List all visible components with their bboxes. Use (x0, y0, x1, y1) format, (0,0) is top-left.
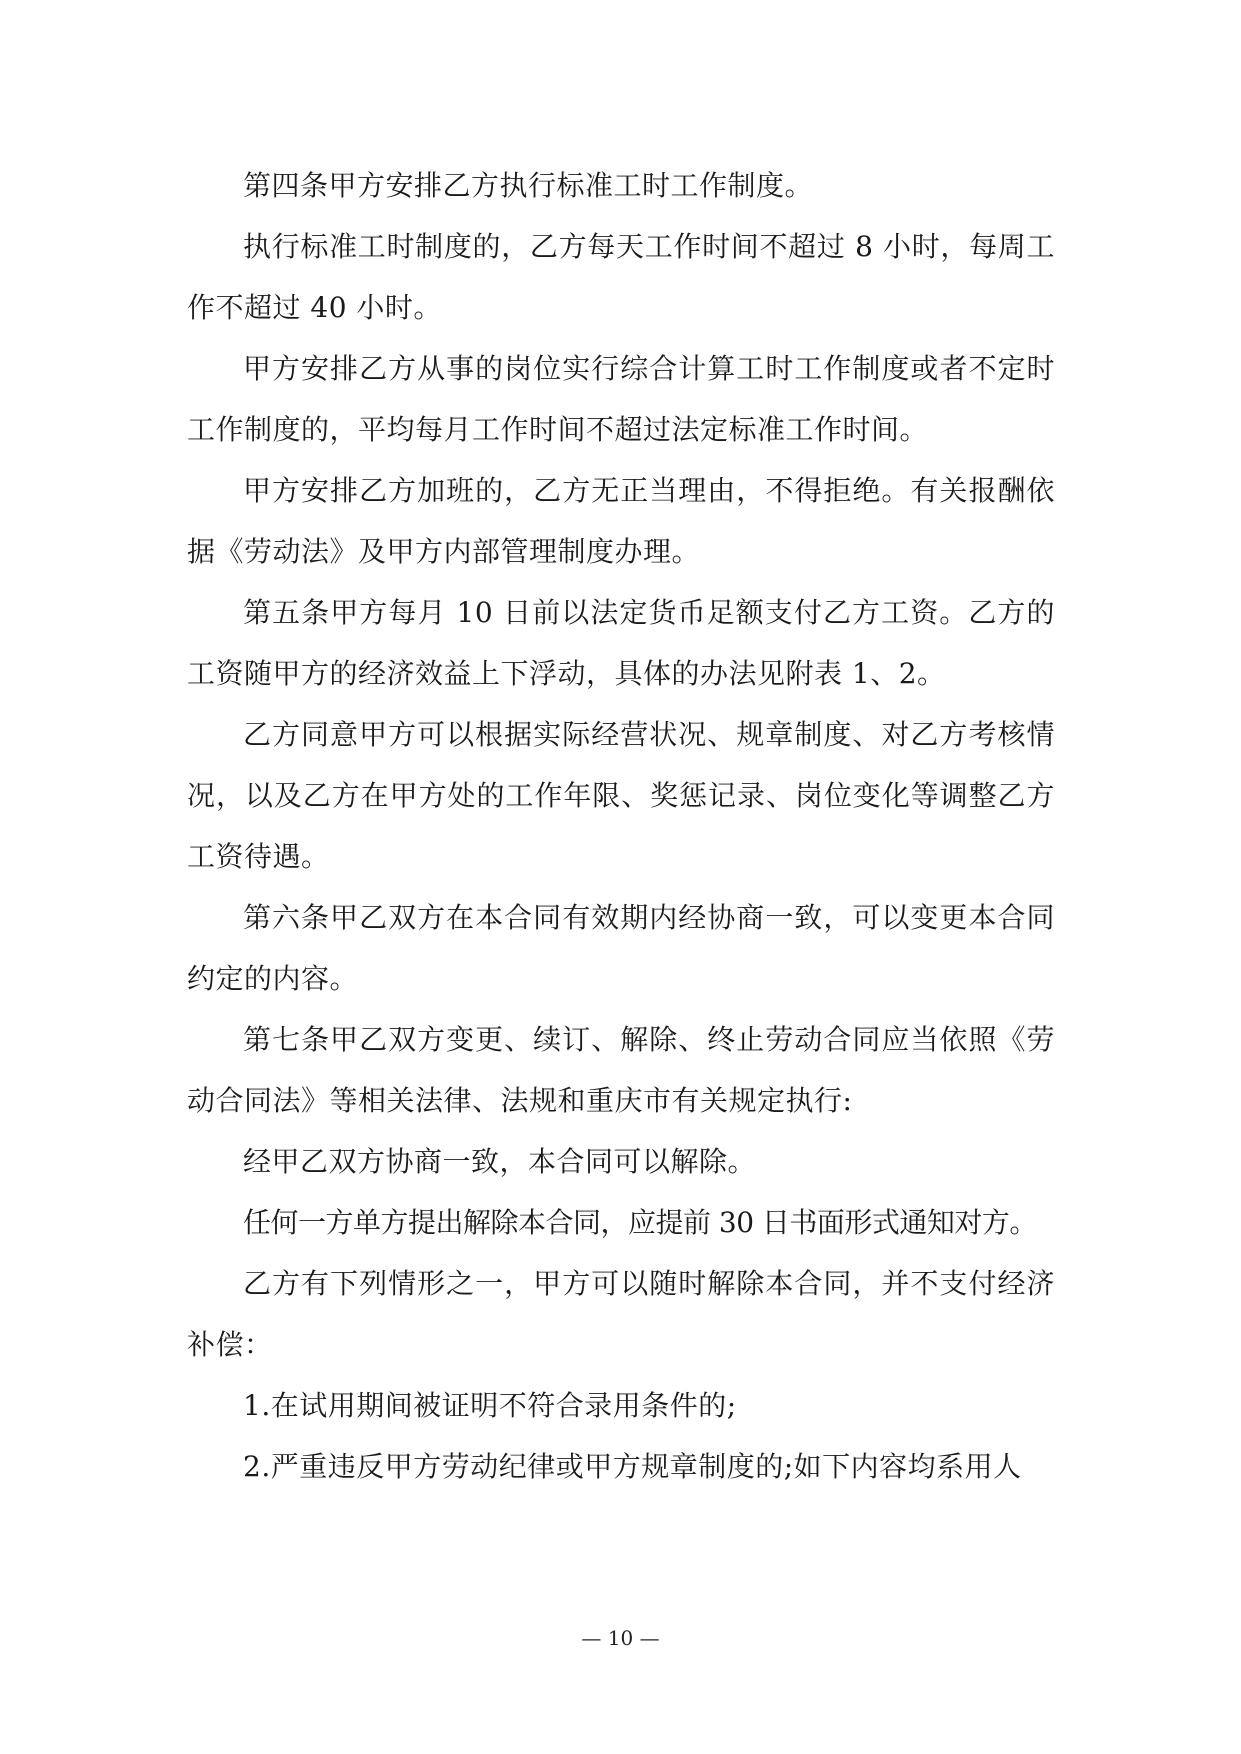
paragraph-article-6: 第六条甲乙双方在本合同有效期内经协商一致，可以变更本合同约定的内容。 (187, 901, 1055, 995)
paragraph-dismissal-conditions: 乙方有下列情形之一，甲方可以随时解除本合同，并不支付经济补偿： (187, 1267, 1055, 1361)
page-number: — 10 — (581, 1626, 660, 1650)
paragraph-mutual-termination: 经甲乙双方协商一致，本合同可以解除。 (243, 1145, 757, 1178)
paragraph-standard-hours: 执行标准工时制度的，乙方每天工作时间不超过 8 小时，每周工作不超过 40 小时。 (187, 230, 1055, 324)
paragraph-overtime: 甲方安排乙方加班的，乙方无正当理由，不得拒绝。有关报酬依据《劳动法》及甲方内部管理制度办理。 (187, 474, 1055, 568)
contract-body (187, 155, 1055, 1497)
paragraph-unilateral-notice: 任何一方单方提出解除本合同，应提前 30 日书面形式通知对方。 (243, 1206, 1037, 1239)
paragraph-article-7: 第七条甲乙双方变更、续订、解除、终止劳动合同应当依照《劳动合同法》等相关法律、法规和重庆市有关规定执行: (187, 1023, 1055, 1117)
paragraph-flexible-hours: 甲方安排乙方从事的岗位实行综合计算工时工作制度或者不定时工作制度的，平均每月工作时间不超过法定标准工作时间。 (187, 352, 1055, 446)
paragraph-article-5: 第五条甲方每月 10 日前以法定货币足额支付乙方工资。乙方的工资随甲方的经济效益上下浮动，具体的办法见附表 1、2。 (187, 596, 1055, 690)
paragraph-salary-adjustment: 乙方同意甲方可以根据实际经营状况、规章制度、对乙方考核情况，以及乙方在甲方处的工作年限、奖惩记录、岗位变化等调整乙方工资待遇。 (187, 718, 1055, 873)
list-item-discipline-violation: 2.严重违反甲方劳动纪律或甲方规章制度的;如下内容均系用人 (243, 1450, 1022, 1483)
list-item-probation: 1.在试用期间被证明不符合录用条件的; (243, 1389, 737, 1422)
paragraph-article-4: 第四条甲方安排乙方执行标准工时工作制度。 (243, 169, 814, 202)
